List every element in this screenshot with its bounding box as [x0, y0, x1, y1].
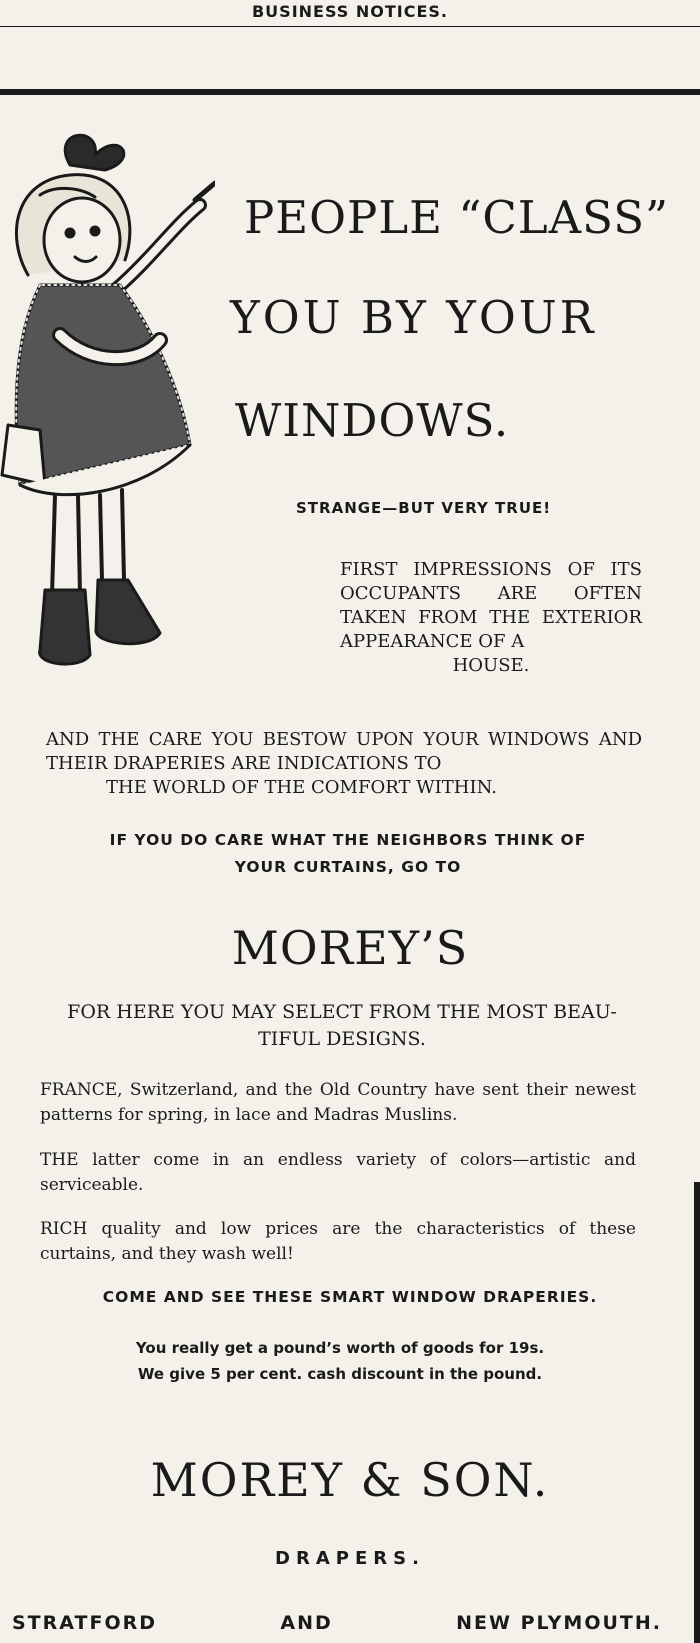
headline-line-3: WINDOWS.: [235, 394, 510, 447]
select-line-2: TIFUL DESIGNS.: [258, 1028, 426, 1050]
headline-line-1: PEOPLE “CLASS”: [244, 191, 670, 244]
locations-footer: [12, 1612, 662, 1634]
impressions-paragraph: [340, 558, 642, 678]
impressions-text: FIRST IMPRESSIONS OF ITS OCCUPANTS ARE OFTEN TAKEN FROM THE EXTERIOR APPEARANCE OF A: [340, 559, 642, 652]
location-and: AND: [280, 1612, 333, 1634]
paragraph-quality: RICH quality and low prices are the characteristics of these curtains, and they wash well!: [40, 1219, 636, 1264]
pound-offer-line-2: We give 5 per cent. cash discount in the pound.: [137, 1365, 543, 1383]
select-line-1: FOR HERE YOU MAY SELECT FROM THE MOST BEAU-: [67, 1001, 617, 1023]
care-last-line: THE WORLD OF THE COMFORT WITHIN.: [106, 777, 497, 798]
ad-top-border: [0, 89, 700, 95]
impressions-last-line: HOUSE.: [452, 655, 530, 676]
paragraph-colors: THE latter come in an endless variety of colors—artistic and serviceable.: [40, 1150, 636, 1195]
business-name: MOREY & SON.: [150, 1453, 550, 1507]
neighbors-line-1: IF YOU DO CARE WHAT THE NEIGHBORS THINK OF: [109, 831, 587, 849]
column-edge-rule: [694, 1182, 700, 1643]
pound-offer-line-1: You really get a pound’s worth of goods for 19s.: [135, 1339, 545, 1357]
trade-label: DRAPERS.: [275, 1548, 425, 1569]
location-stratford: STRATFORD: [12, 1612, 157, 1634]
care-text: AND THE CARE YOU BESTOW UPON YOUR WINDOWS AND THEIR DRAPERIES ARE INDICATIONS TO: [46, 729, 642, 774]
paragraph-france: FRANCE, Switzerland, and the Old Country have sent their newest patterns for spring, in lace and Madras Muslins.: [40, 1080, 636, 1125]
location-new-plymouth: NEW PLYMOUTH.: [456, 1612, 662, 1634]
pound-offer: [100, 1335, 580, 1387]
subhead: STRANGE—BUT VERY TRUE!: [296, 499, 552, 517]
care-paragraph: [46, 728, 642, 800]
come-and-see-callout: COME AND SEE THESE SMART WINDOW DRAPERIES.: [102, 1288, 598, 1306]
neighbors-line-2: YOUR CURTAINS, GO TO: [234, 858, 462, 876]
girl-pointing-illustration: [0, 125, 215, 715]
header-rule: [0, 26, 700, 27]
headline-line-2: YOU BY YOUR: [230, 291, 597, 344]
neighbors-callout: [46, 827, 650, 881]
store-name: MOREY’S: [231, 921, 469, 975]
select-designs-text: [42, 999, 642, 1053]
section-header: BUSINESS NOTICES.: [251, 2, 448, 21]
